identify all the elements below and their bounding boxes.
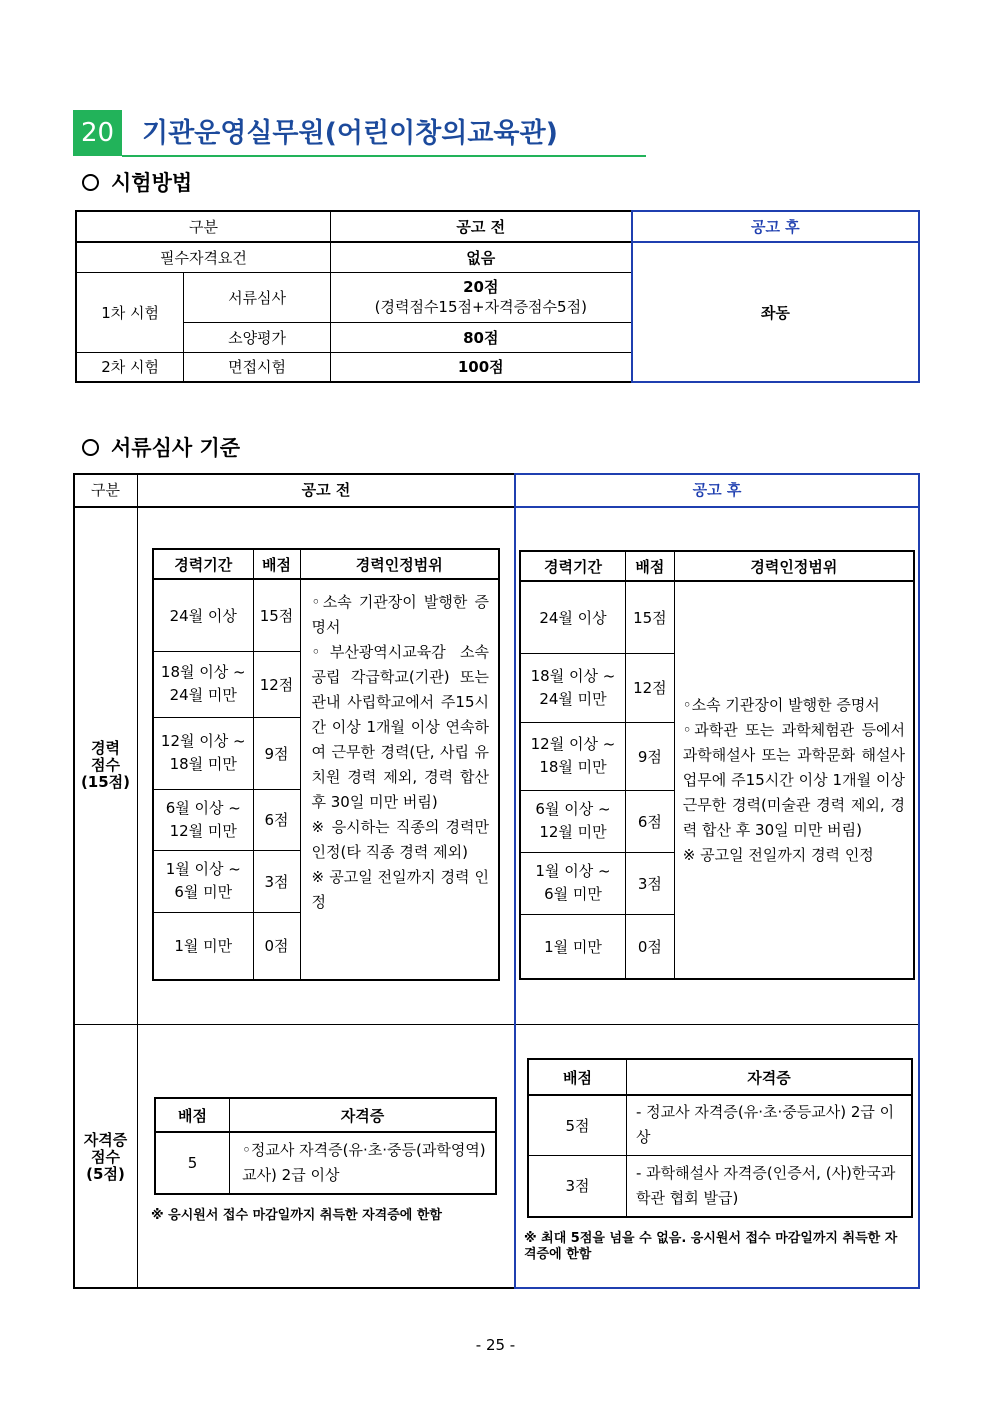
period-text: 18월 이상 ~	[530, 666, 616, 685]
period-text: 6월 미만	[544, 885, 602, 903]
score-cell: 12점	[625, 653, 674, 722]
period-cell	[520, 852, 625, 914]
period-cell	[153, 651, 253, 717]
section-number-badge: 20	[73, 110, 122, 156]
range-item: ◦부산광역시교육감 소속 공립 각급학교(기관) 또는 관내 사립학교에서 주15시간 이상 1개월 이상 연속하여 근무한 경력(단, 사립 유치원 경력 제외, 경력 합산 후 30일 미만 버림)	[311, 643, 489, 811]
doc-review-detail: (경력점수15점+자격증점수5점)	[374, 298, 587, 316]
page-number: - 25 -	[475, 1336, 516, 1354]
row-first-exam: 1차 시험	[76, 272, 184, 352]
score-cell: 9점	[625, 722, 674, 790]
divider	[137, 474, 138, 1288]
cert-score: 5	[155, 1132, 230, 1194]
period-text: 24월 이상	[169, 606, 237, 625]
period-text: 6월 이상 ~	[535, 800, 611, 818]
header-score: 배점	[625, 551, 674, 581]
row-second-exam: 2차 시험	[76, 352, 184, 382]
period-text: 12월 이상 ~	[160, 732, 246, 750]
score-cell: 3점	[253, 850, 300, 912]
header-score: 배점	[253, 549, 300, 579]
period-cell	[520, 790, 625, 852]
col-before: 공고 전	[301, 481, 351, 499]
score-cell: 9점	[253, 717, 300, 789]
period-cell	[153, 789, 253, 850]
career-table-before	[152, 548, 500, 981]
period-cell	[520, 722, 625, 790]
section-heading-doc-criteria	[78, 434, 240, 462]
row-required: 필수자격요건	[76, 242, 330, 272]
header-period: 경력기간	[520, 551, 625, 581]
section-title: 시험방법	[111, 171, 193, 195]
period-cell	[520, 653, 625, 722]
score-cell: 6점	[253, 789, 300, 850]
period-cell	[520, 914, 625, 979]
row-required-before: 없음	[330, 242, 631, 272]
exam-method-table	[75, 210, 920, 383]
header-range: 경력인정범위	[674, 551, 914, 581]
after-value: 좌동	[632, 242, 919, 382]
cert-table-before	[154, 1097, 497, 1195]
title-underline	[122, 155, 646, 157]
range-item: ◦소속 기관장이 발행한 증명서	[682, 695, 880, 714]
cert-score-label	[74, 1132, 137, 1183]
period-text: 1월 미만	[174, 937, 233, 956]
score-cell: 15점	[253, 579, 300, 651]
section-title: 서류심사 기준	[111, 436, 241, 460]
score-cell: 3점	[625, 852, 674, 914]
period-text: 6월 이상 ~	[165, 798, 241, 817]
col-after: 공고 후	[692, 481, 742, 499]
header-cert: 자격증	[626, 1059, 912, 1095]
range-cell	[300, 579, 499, 980]
score-cell: 15점	[625, 581, 674, 653]
label-line: 점수	[91, 756, 120, 774]
label-line: (15점)	[80, 773, 131, 791]
period-text: 24월 이상	[539, 608, 607, 627]
cert-text: - 과학해설사 자격증(인증서, (사)한국과학관 협회 발급)	[626, 1155, 912, 1217]
score-cell: 0점	[625, 914, 674, 979]
row-doc-review-before	[330, 272, 631, 322]
range-item: ◦소속 기관장이 발행한 증명서	[311, 593, 489, 636]
range-item: ◦과학관 또는 과학체험관 등에서 과학해설사 또는 과학문화 해설사 업무에 주15시간 이상 1개월 이상 근무한 경력(미술관 경력 제외, 경력 합산 후 30일 미만 버림)	[682, 720, 905, 839]
period-text: 18월 미만	[539, 758, 607, 776]
score-cell: 12점	[253, 651, 300, 717]
row-interview: 면접시험	[184, 352, 331, 382]
period-text: 24월 미만	[539, 689, 607, 708]
score-cell: 6점	[625, 790, 674, 852]
label-line: 경력	[91, 739, 120, 757]
period-text: 1월 미만	[544, 937, 602, 956]
header-range: 경력인정범위	[300, 549, 499, 579]
cert-table-after	[527, 1058, 913, 1218]
period-text: 1월 이상 ~	[165, 860, 241, 878]
period-cell	[153, 912, 253, 980]
header-period: 경력기간	[153, 549, 253, 579]
range-item: ※ 공고일 전일까지 경력 인정	[682, 845, 874, 864]
cert-text: - 정교사 자격증(유·초·중등교사) 2급 이상	[626, 1095, 912, 1155]
range-cell	[674, 581, 914, 979]
period-cell	[153, 717, 253, 789]
label-line: 자격증	[83, 1131, 128, 1149]
range-item: ※ 응시하는 직종의 경력만 인정(타 직종 경력 제외)	[311, 818, 489, 861]
cert-text: ◦정교사 자격증(유·초·중등(과학영역) 교사) 2급 이상	[230, 1132, 496, 1194]
period-text: 12월 미만	[539, 823, 607, 841]
row-aptitude-before: 80점	[330, 322, 631, 352]
range-item: ※ 공고일 전일까지 경력 인정	[311, 868, 489, 911]
col-category: 구분	[76, 211, 330, 242]
circle-bullet-icon	[82, 174, 99, 191]
row-interview-before: 100점	[330, 352, 631, 382]
period-cell	[153, 579, 253, 651]
period-text: 1월 이상 ~	[535, 862, 611, 880]
period-text: 18월 미만	[169, 755, 237, 773]
period-cell	[520, 581, 625, 653]
period-text: 24월 미만	[169, 686, 237, 704]
career-table-after	[519, 550, 915, 980]
header-cert: 자격증	[230, 1098, 496, 1132]
row-aptitude: 소양평가	[184, 322, 331, 352]
page-title: 기관운영실무원(어린이창의교육관)	[142, 118, 558, 149]
divider	[516, 506, 918, 508]
period-text: 18월 이상 ~	[160, 663, 246, 681]
label-line: (5점)	[86, 1165, 125, 1183]
section-heading-exam-method	[78, 169, 192, 197]
period-text: 6월 미만	[174, 883, 233, 901]
cert-score: 5점	[528, 1095, 626, 1155]
period-text: 12월 이상 ~	[530, 735, 616, 753]
cert-score: 3점	[528, 1155, 626, 1217]
period-text: 12월 미만	[169, 821, 237, 840]
col-before: 공고 전	[330, 211, 631, 242]
period-cell	[153, 850, 253, 912]
circle-bullet-icon	[82, 439, 99, 456]
col-after: 공고 후	[632, 211, 919, 242]
cert-note-before: ※ 응시원서 접수 마감일까지 취득한 자격증에 한함	[151, 1208, 442, 1223]
label-line: 점수	[91, 1148, 120, 1166]
doc-review-score: 20점	[463, 278, 499, 296]
career-score-label	[74, 740, 137, 791]
row-doc-review: 서류심사	[184, 272, 331, 322]
cert-note-after: ※ 최대 5점을 넘을 수 없음. 응시원서 접수 마감일까지 취득한 자격증에 한함	[524, 1231, 898, 1262]
header-score: 배점	[155, 1098, 230, 1132]
score-cell: 0점	[253, 912, 300, 980]
header-score: 배점	[528, 1059, 626, 1095]
col-category: 구분	[91, 481, 120, 499]
